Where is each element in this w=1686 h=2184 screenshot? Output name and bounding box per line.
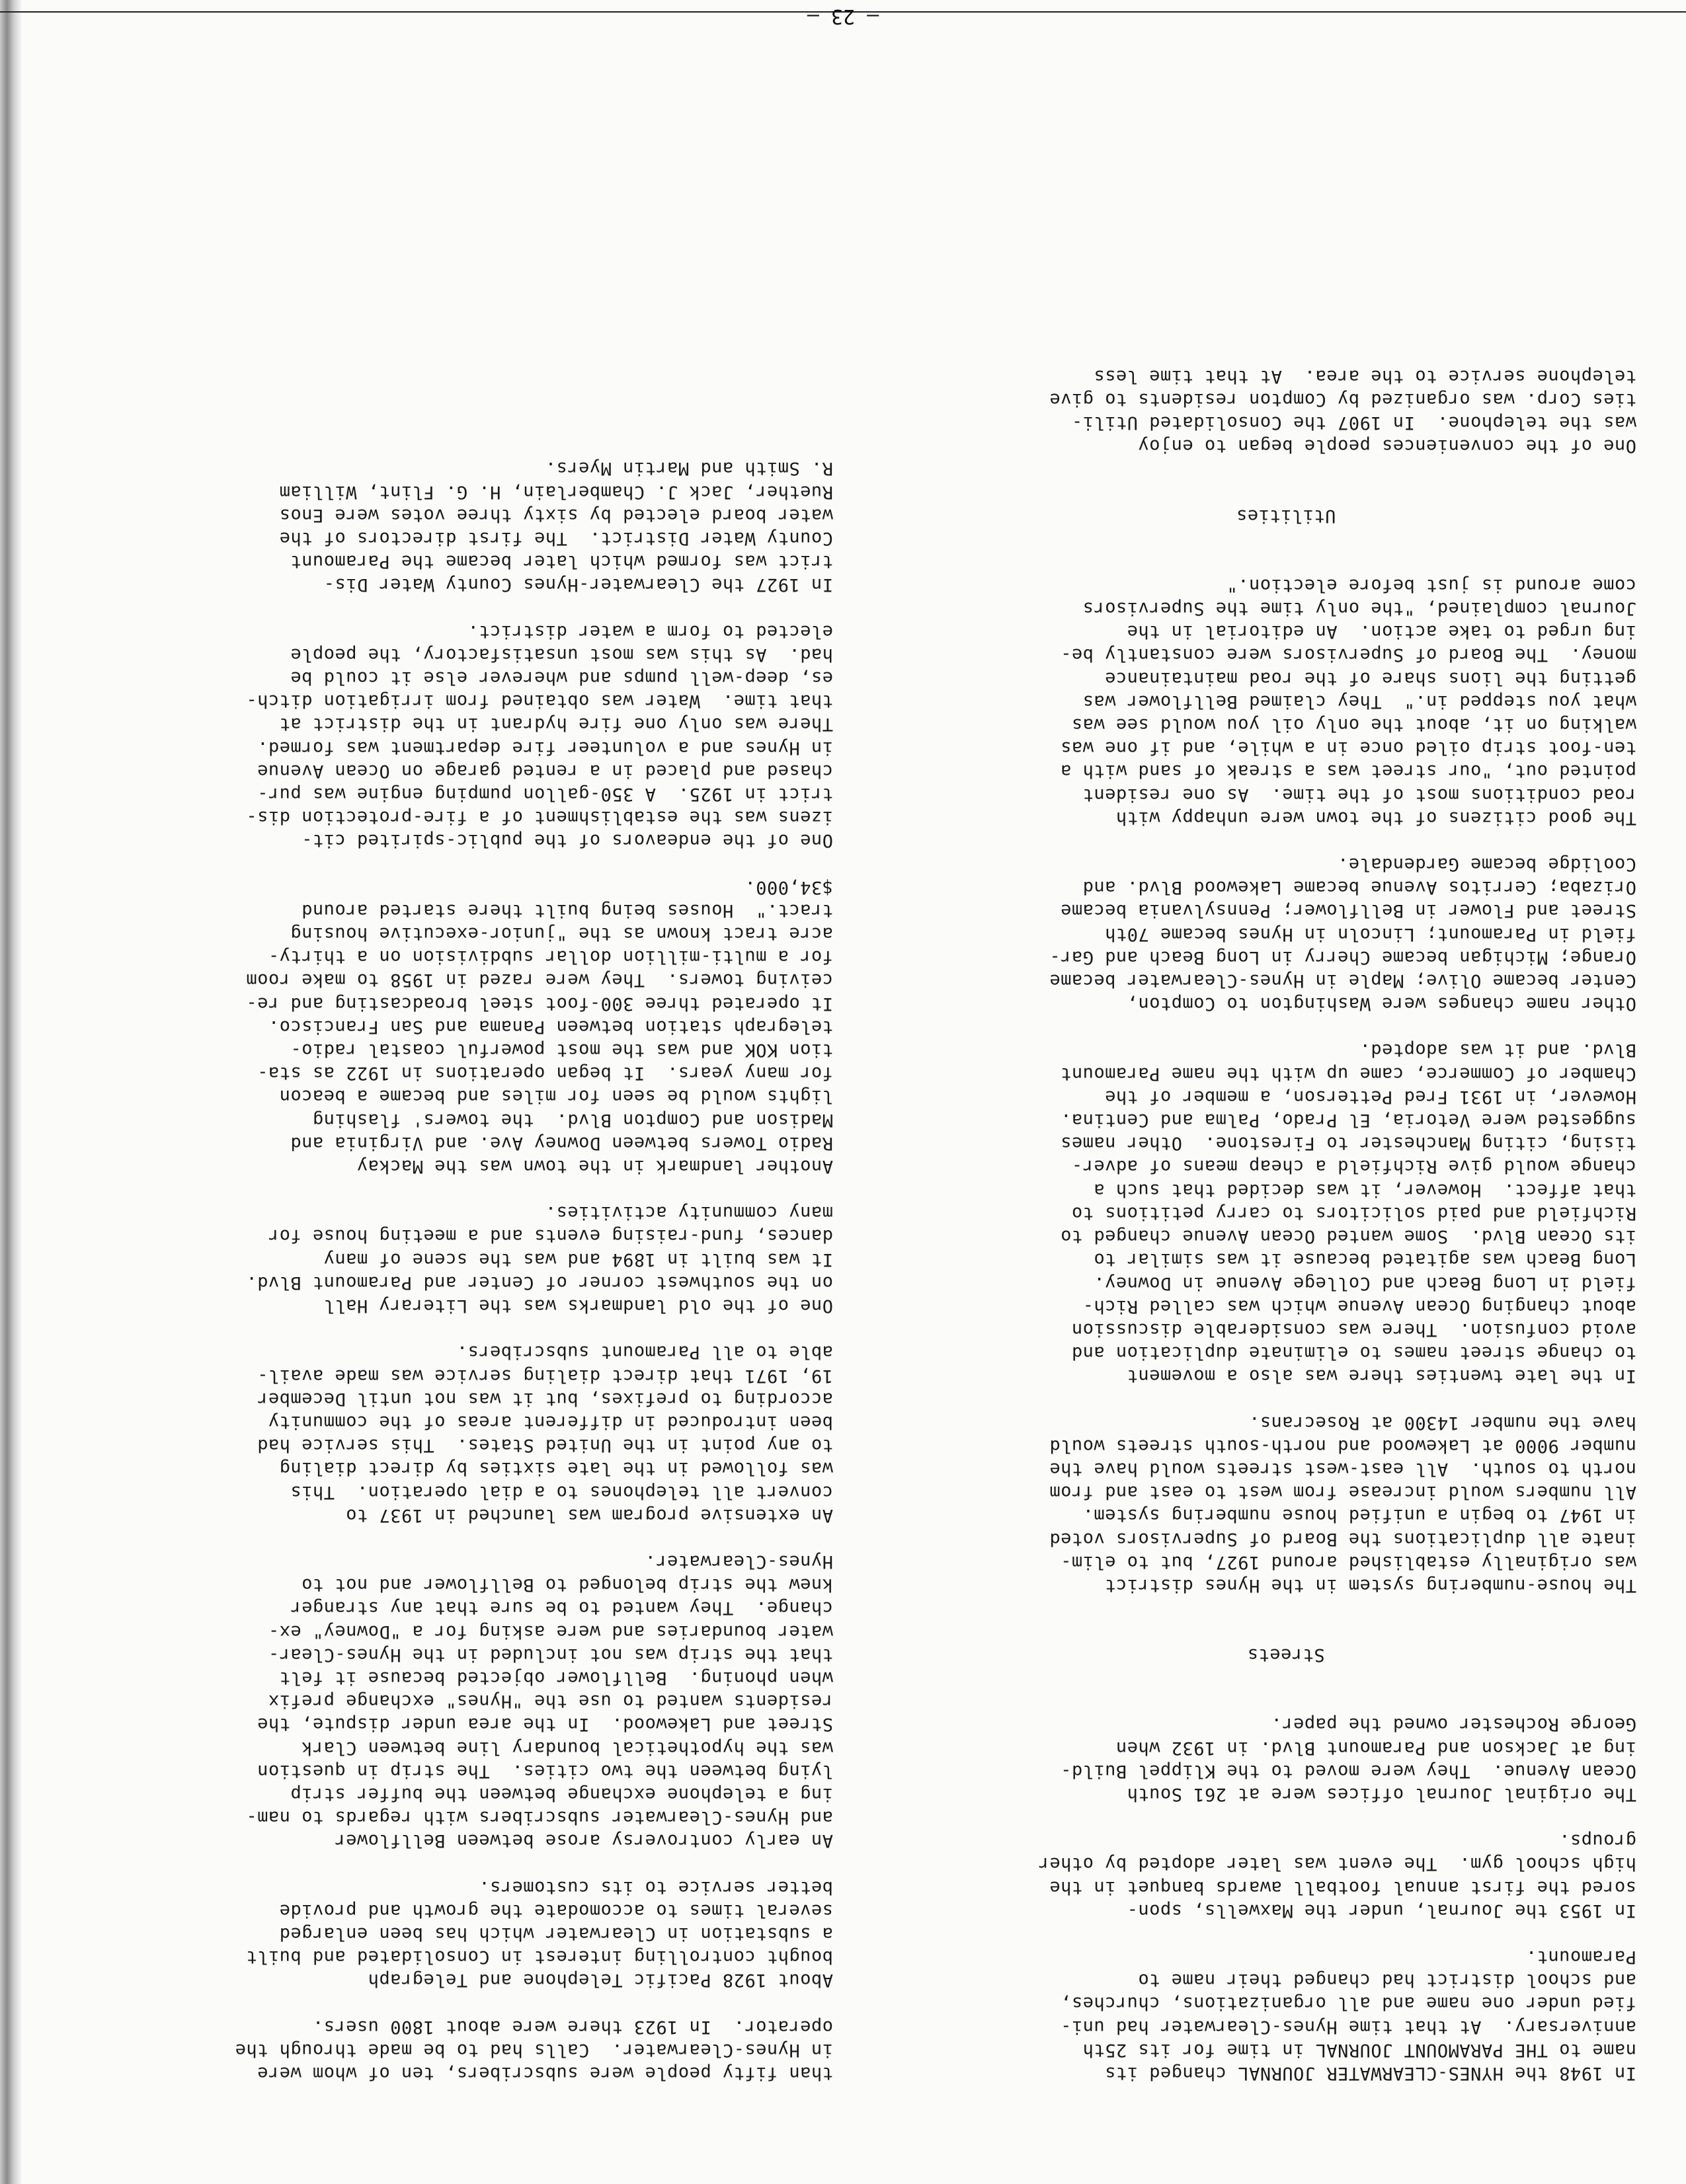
page-number: — 23 — xyxy=(807,5,879,28)
paragraph-literary-hall: One of the old landmarks was the Literary Hall on the southwest corner of Center and Paramount Blvd. It was built in 1894 and was the scene of many dances, fund-raising events and a meeting house for many community activities. xyxy=(245,1202,833,1317)
paragraph-water-district: In 1927 the Clearwater-Hynes County Water Dis- trict was formed which later became the Paramount County Water District. The first directors of the water board elected by sixty three votes were Enos Ruether, Jack J. Chamberlain, H. G. Flint, William R. Smith and Martin Myers. xyxy=(279,458,833,596)
left-column xyxy=(936,365,1636,2085)
paragraph-house-numbering: The house-numbering system in the Hynes district was originally established around 1927, but to elim- inate all duplications the Board of Supervisors voted in 1947 to begin a unified house numbering system. All numbers would increase from west to east and from north to south. All east-west streets would have the number 9000 at Lakewood and north-south streets would have the number 14300 at Rosecrans. xyxy=(1049,1412,1636,1596)
paragraph-telephone-intro: One of the conveniences people began to enjoy was the telephone. In 1907 the Consolidated Utili- ties Corp. was organized by Compton residents to give telephone service to the area. At that time less xyxy=(1049,366,1636,457)
heading-utilities: Utilities xyxy=(1236,505,1336,526)
page-edge-shadow xyxy=(0,0,23,2184)
paragraph-exchange-controversy: An early controversy arose between Bellflower and Hynes-Clearwater subscribers with regards to nam- ing a telephone exchange between the buffer strip lying between the two cities. The strip in question was the hypothetical boundary line between Clark Street and Lakewood. In the area under dispute, the residents wanted to use the "Hynes" exchange prefix when phoning. Bellflower objected because it felt that the strip was not included in the Hynes-Clear- water boundaries and were asking for a "Downey" ex- change. They wanted to be sure that any stranger knew the strip belonged to Bellflower and not to Hynes-Clearwater. xyxy=(245,1551,833,1852)
paragraph-name-changes: Other name changes were Washington to Compton, Center became Olive; Maple in Hynes-Clearwater became Orange; Michigan became Cherry in Long Beach and Gar- field in Paramount; Lincoln in Hynes became 70th Street and Flower in Bellflower; Pennsylvania became Orizaba; Cerritos Avenue became Lakewood Blvd. and Coolidge became Gardendale. xyxy=(1049,854,1636,1015)
paragraph-journal-rename: In 1948 the HYNES-CLEARWATER JOURNAL changed its name to THE PARAMOUNT JOURNAL in time for its 25th anniversary. At that time Hynes-Clearwater had uni- fied under one name and all organizations, churches, and school district had changed their name to Paramount. xyxy=(1060,1946,1636,2084)
paragraph-dial-operation: An extensive program was launched in 1937 to convert all telephones to a dial operation. This was followed in the late sixties by direct dialing to any point in the United States. This service had been introduced in different areas of the community according to prefixes, but it was not until December 19, 1971 that direct dialing service was made avail- able to all Paramount subscribers. xyxy=(257,1342,833,1526)
heading-streets: Streets xyxy=(1247,1645,1325,1666)
paragraph-football-banquet: In 1953 the Journal, under the Maxwells, spon- sored the first annual football awards banquet in the high school gym. The event was later adopted by other groups. xyxy=(1038,1830,1636,1921)
paragraph-radio-towers: Another landmark in the town was the Mackay Radio Towers between Downey Ave. and Virginia and Madison and Compton Blvd. the towers' flashing lights would be seen for miles and became a beacon for many years. It began operations in 1922 as sta- tion KOK and was the most powerful coastal radio- telegraph station between Panama and San Francisco. It operated three 300-foot steel broadcasting and re- ceiving towers. They were razed in 1958 to make room for a multi-million dollar subdivision on a thirty- acre tract known as the "junior-executive housing tract." Houses being built there started around $34,000. xyxy=(245,877,833,1177)
paragraph-journal-offices: The original Journal offices were at 261 South Ocean Avenue. They were moved to the Klippel Build- ing at Jackson and Paramount Blvd. in 1932 when George Rochester owned the paper. xyxy=(1060,1714,1636,1805)
paragraph-pacific-telephone: About 1928 Pacific Telephone and Telegraph bought controlling interest in Consolidated and built a substation in Clearwater which has been enlarged several times to accomodate the growth and provide better service to its customers. xyxy=(245,1877,833,1991)
right-column xyxy=(132,457,833,2085)
paragraph-street-names: In the late twenties there was also a movement to change street names to eliminate duplication and avoid confusion. There was considerable discussion about changing Ocean Avenue which was called Rich- field in Long Beach and College Avenue in Downey. Long Beach was agitated because it was similar to its Ocean Blvd. Some wanted Ocean Avenue changed to Richfield and paid solicitors to carry petitions to that affect. However, it was decided that such a change would give Richfield a cheap means of adver- tising, citing Manchester to Firestone. Other names suggested were Vetoria, El Prado, Palma and Centina. However, in 1931 Fred Petterson, a member of the Chamber of Commerce, came up with the name Paramount Blvd. and it was adopted. xyxy=(1060,1040,1636,1387)
paragraph-road-conditions: The good citizens of the town were unhappy with road conditions most of the time. As one resident pointed out, "our street was a streak of sand with a ten-foot strip oiled once in a while, and if one was walking on it, about the only oil you would see was what you stepped in." They claimed Bellflower was getting the lions share of the road maintainance money. The Board of Supervisors were constantly be- ing urged to take action. An editorial in the Journal complained, "the only time the Supervisors come around is just before election." xyxy=(1060,574,1636,828)
paragraph-fire-protection: One of the endeavors of the public-spirited cit- izens was the establishment of a fire-protection dis- trict in 1925. A 350-gallon pumping engine was pur- chased and placed in a rented garage on Ocean Avenue in Hynes and a volunteer fire department was formed. There was only one fire hydrant in the district at that time. Water was obtained from irrigation ditch- es, deep-well pumps and wherever else it could be had. As this was most unsatisfactory, the people elected to form a water district. xyxy=(245,621,833,851)
paragraph-subscribers: than fifty people were subscribers, ten of whom were in Hynes-Clearwater. Calls had to be made through the operator. In 1923 there were about 1800 users. xyxy=(235,2016,833,2084)
